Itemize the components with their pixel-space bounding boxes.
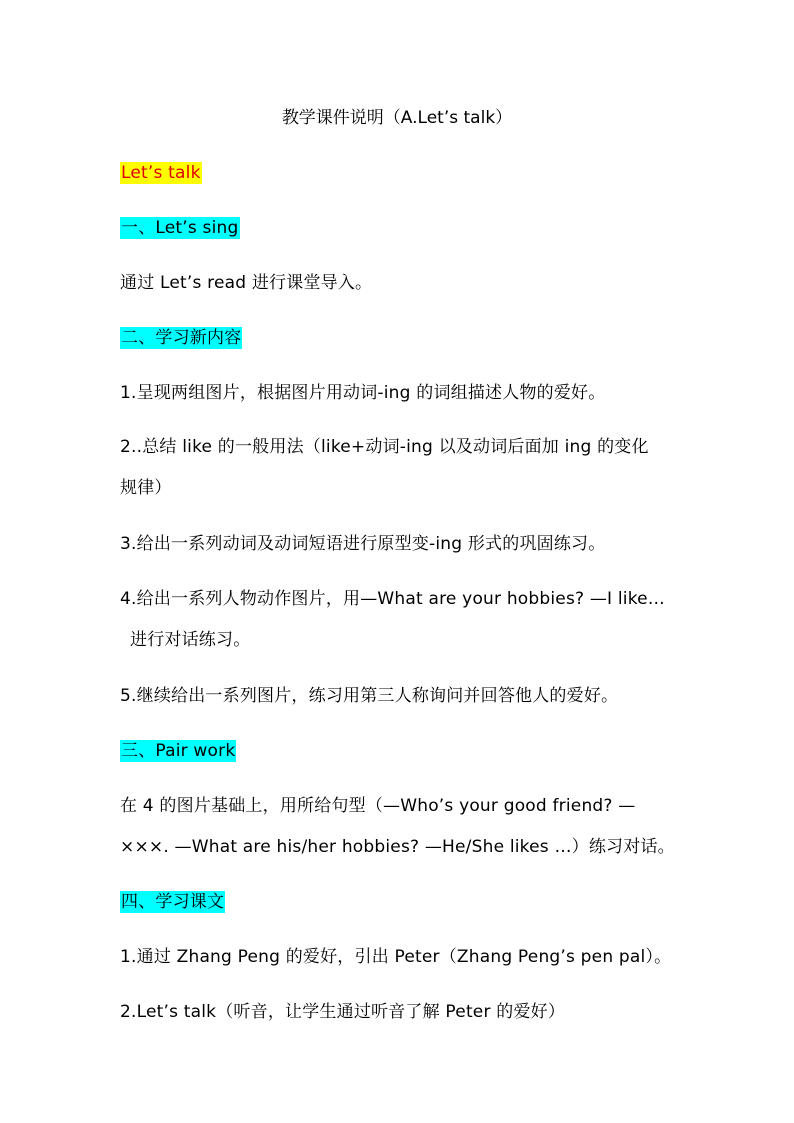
part3-heading-line xyxy=(120,739,680,763)
part2-item-4-line-2: 进行对话练习。 xyxy=(130,630,251,650)
page-title: 教学课件说明（A.Let’s talk） xyxy=(281,108,513,128)
part4-heading: 四、学习课文 xyxy=(121,892,225,912)
part1-text: 通过 Let’s read 进行课堂导入。 xyxy=(120,273,373,293)
part3-line-2: ×××. —What are his/her hobbies? —He/She likes …）练习对话。 xyxy=(120,837,675,857)
part2-heading-line xyxy=(120,326,680,350)
part4-heading-line xyxy=(120,890,680,914)
part2-item-3: 3.给出一系列动词及动词短语进行原型变-ing 形式的巩固练习。 xyxy=(120,534,606,554)
part2-heading: 二、学习新内容 xyxy=(121,328,242,348)
part2-item-2-line-2: 规律） xyxy=(120,478,172,498)
part1-heading-line xyxy=(120,216,680,240)
part2-item-5: 5.继续给出一系列图片，练习用第三人称询问并回答他人的爱好。 xyxy=(120,686,619,706)
part2-item-2-line-1: 2..总结 like 的一般用法（like+动词-ing 以及动词后面加 ing 的变化 xyxy=(120,437,649,457)
part2-item-4-line-1: 4.给出一系列人物动作图片，用—What are your hobbies? —I like… xyxy=(120,589,665,609)
part2-item-1: 1.呈现两组图片，根据图片用动词-ing 的词组描述人物的爱好。 xyxy=(120,383,606,403)
section-heading-line xyxy=(120,161,680,185)
part4-item-1: 1.通过 Zhang Peng 的爱好，引出 Peter（Zhang Peng’s pen pal）。 xyxy=(120,947,672,967)
part4-item-2: 2.Let’s talk（听音，让学生通过听音了解 Peter 的爱好） xyxy=(120,1002,566,1022)
part3-heading: 三、Pair work xyxy=(121,741,236,761)
part3-line-1: 在 4 的图片基础上，用所给句型（—Who’s your good friend? — xyxy=(120,796,636,816)
section-heading: Let’s talk xyxy=(121,163,201,183)
part1-heading: 一、Let’s sing xyxy=(121,218,239,238)
